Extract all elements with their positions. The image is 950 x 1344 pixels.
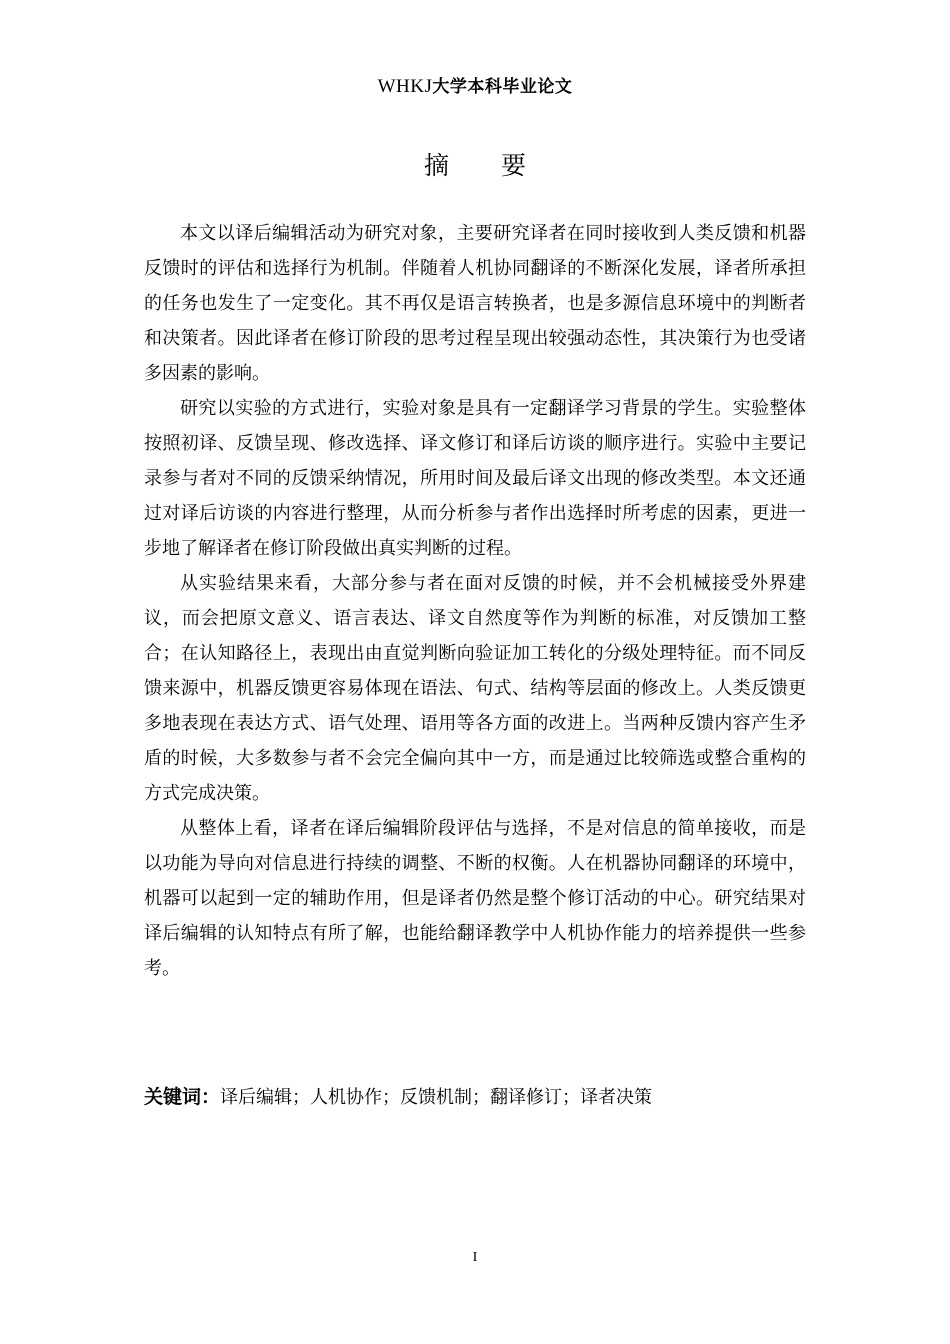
abstract-body: [144, 216, 806, 986]
page-number: I: [472, 1250, 478, 1265]
abstract-paragraph-3: 从实验结果来看，大部分参与者在面对反馈的时候，并不会机械接受外界建议，而会把原文意义、语言表达、译文自然度等作为判断的标准，对反馈加工整合；在认知路径上，表现出由直觉判断向验证加工转化的分级处理特征。而不同反馈来源中，机器反馈更容易体现在语法、句式、结构等层面的修改上。人类反馈更多地表现在表达方式、语气处理、语用等各方面的改进上。当两种反馈内容产生矛盾的时候，大多数参与者不会完全偏向其中一方，而是通过比较筛选或整合重构的方式完成决策。: [144, 573, 806, 804]
document-header: [0, 72, 950, 101]
keywords-label: 关键词：: [144, 1086, 221, 1108]
header-institution-code: WHKJ: [377, 76, 433, 97]
abstract-paragraph-1: 本文以译后编辑活动为研究对象，主要研究译者在同时接收到人类反馈和机器反馈时的评估和选择行为机制。伴随着人机协同翻译的不断深化发展，译者所承担的任务也发生了一定变化。其不再仅是语言转换者，也是多源信息环境中的判断者和决策者。因此译者在修订阶段的思考过程呈现出较强动态性，其决策行为也受诸多因素的影响。: [144, 223, 806, 384]
abstract-title: 摘 要: [424, 151, 548, 180]
keywords-line: [144, 1082, 806, 1113]
abstract-paragraph-4: 从整体上看，译者在译后编辑阶段评估与选择，不是对信息的简单接收，而是以功能为导向对信息进行持续的调整、不断的权衡。人在机器协同翻译的环境中，机器可以起到一定的辅助作用，但是译者仍然是整个修订活动的中心。研究结果对译后编辑的认知特点有所了解，也能给翻译教学中人机协作能力的培养提供一些参考。: [144, 818, 806, 979]
header-document-type: 大学本科毕业论文: [432, 77, 573, 97]
abstract-paragraph-2: 研究以实验的方式进行，实验对象是具有一定翻译学习背景的学生。实验整体按照初译、反馈呈现、修改选择、译文修订和译后访谈的顺序进行。实验中主要记录参与者对不同的反馈采纳情况，所用时间及最后译文出现的修改类型。本文还通过对译后访谈的内容进行整理，从而分析参与者作出选择时所考虑的因素，更进一步地了解译者在修订阶段做出真实判断的过程。: [144, 398, 806, 559]
keywords-value: 译后编辑；人机协作；反馈机制；翻译修订；译者决策: [220, 1087, 653, 1108]
